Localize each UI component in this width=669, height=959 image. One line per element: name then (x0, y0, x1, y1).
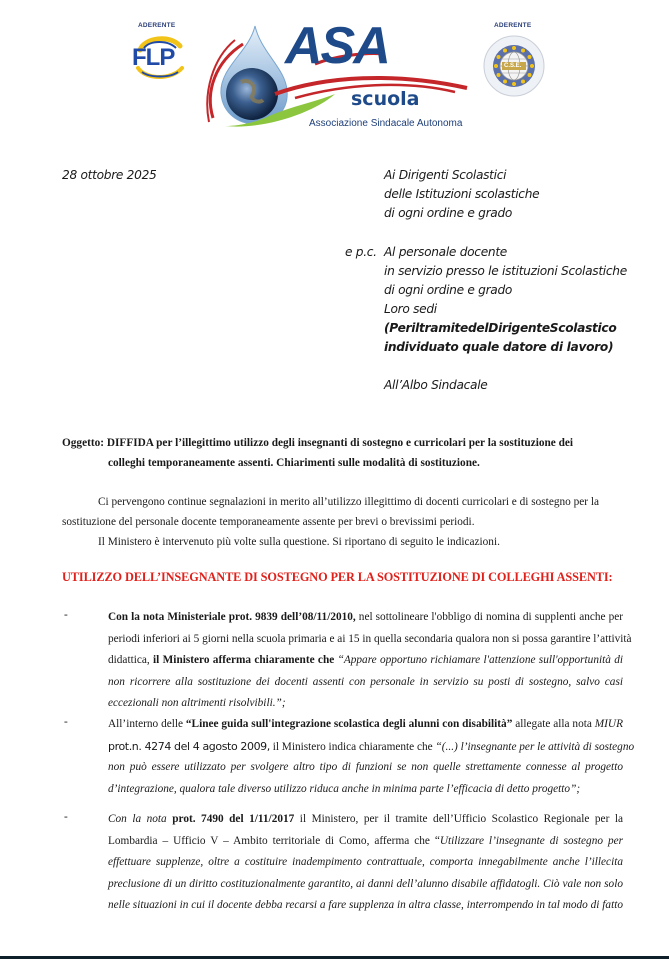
intro-line (62, 532, 622, 552)
bold-text: Con la nota Ministeriale prot. 9839 dell’08/11/2010, (108, 611, 356, 623)
recipient-line: delle Istituzioni scolastiche (384, 187, 540, 201)
letter-date: 28 ottobre 2025 (62, 168, 157, 182)
cc-recipient-line: Loro sedi (384, 302, 437, 316)
bullet-line (108, 736, 635, 758)
text: il Ministero, per il tramite dell’Ufficio Scolastico Regionale per la (294, 813, 623, 825)
cc-label: e p.c. (345, 245, 377, 259)
bullet-line: effettuare supplenze, oltre a costituire inadempimento contrattuale, comporta innegabilmente anche l’illecita (108, 856, 623, 868)
bold-text: “Linee guida sull'integrazione scolastica degli alunni con disabilità” (185, 718, 513, 730)
asa-logo-title: ASA (285, 17, 389, 75)
text: il Ministero indica chiaramente che (269, 740, 436, 753)
subject-label: Oggetto: (62, 437, 105, 449)
bullet-line: non ricorrere alla sostituzione dei docenti assenti con personale in servizio su posti di sostegno, salvo casi (108, 675, 623, 688)
flp-logo (128, 22, 188, 86)
bullet-line (108, 650, 623, 672)
cse-aderente-label: ADERENTE (494, 22, 532, 29)
cc-recipients (384, 243, 627, 357)
section-heading: UTILIZZO DELL’INSEGNANTE DI SOSTEGNO PER LA SOSTITUZIONE DI COLLEGHI ASSENTI: (62, 570, 613, 584)
bullet-line: preclusione di un diritto costituzionalmente garantito, ai danni dell’alunno disabile affidatogli. Ciò vale non solo (108, 877, 623, 890)
italic-text: MIUR (594, 718, 623, 730)
subject-line: colleghi temporaneamente assenti. Chiarimenti sulle modalità di sostituzione. (108, 457, 480, 469)
albo-sindacale: All’Albo Sindacale (384, 378, 488, 392)
primary-recipients (384, 166, 539, 223)
recipient-line: Ai Dirigenti Scolastici (384, 168, 507, 182)
bold-text: prot. 7490 del 1/11/2017 (166, 813, 295, 825)
bullet-line: d’integrazione, qualora tale diverso utilizzo riduca anche in minima parte l’efficacia di detto progetto”; (108, 782, 581, 795)
subject-line: DIFFIDA per l’illegittimo utilizzo degli insegnanti di sostegno e curricolari per la sostituzione dei (106, 437, 574, 449)
bullet-line: non può essere utilizzato per svolgere altro tipo di funzioni se non quelle strettamente connesse al progetto (108, 761, 623, 773)
bullet-dash: - (64, 609, 68, 621)
intro-paragraph (62, 492, 622, 552)
bullet-line (108, 607, 623, 629)
text: All’interno delle (108, 718, 186, 730)
text: prot.n. 4274 del 4 agosto 2009, (108, 739, 270, 753)
bullet-item (108, 607, 632, 715)
word: Dirigente (488, 321, 550, 335)
word: tramite (419, 321, 468, 335)
intro-line (62, 492, 622, 512)
word: Scolastico (549, 321, 617, 335)
quote-text: “(...) l’insegnante per le attività di sostegno (435, 740, 635, 753)
asa-logo-tagline: Associazione Sindacale Autonoma (309, 118, 463, 129)
text: nel sottolineare l'obbligo di nomina di supplenti anche per (355, 611, 623, 623)
intro-text: Il Ministero è intervenuto più volte sulla questione. Si riportano di seguito le indicazioni. (98, 536, 500, 548)
bullet-dash: - (64, 716, 68, 728)
recipient-line: di ogni ordine e grado (384, 206, 513, 220)
cse-logo-text: C.S.E. (504, 63, 522, 69)
word: (Per (384, 321, 412, 335)
text: Lombardia – Ufficio V – Ambito territoriale di Como, afferma che “ (108, 834, 440, 847)
asa-logo-subtitle: scuola (351, 88, 420, 110)
bullet-dash: - (64, 811, 68, 823)
bullet-line (108, 809, 623, 831)
quote-text: Utilizzare l’insegnante di sostegno per (439, 834, 624, 847)
word: del (467, 321, 489, 335)
asa-scuola-logo (205, 17, 475, 134)
text: allegate alla nota (512, 718, 595, 730)
bullet-line: eccezionali non altrimenti risolvibili.”; (108, 697, 286, 709)
cc-recipient-line: di ogni ordine e grado (384, 283, 513, 297)
bullet-item (108, 809, 623, 917)
cse-logo (474, 22, 554, 102)
italic-text: Con la nota (108, 813, 167, 825)
cc-recipient-line: Al personale docente (384, 245, 507, 259)
bullet-item (108, 714, 635, 800)
bullet-line: nelle situazioni in cui il docente debba recarsi a fare supplenza in altra classe, interrompendo in tal modo di fatto (108, 899, 623, 911)
subject-block (62, 433, 622, 473)
text: didattica, (108, 654, 154, 666)
word: il (411, 321, 420, 335)
intro-line: sostituzione del personale docente temporaneamente assente per brevi o brevissimi periodi. (62, 516, 475, 528)
intro-text: Ci pervengono continue segnalazioni in merito all’utilizzo illegittimo di docenti curricolari e di sostegno per la (98, 496, 600, 508)
flp-aderente-label: ADERENTE (138, 22, 176, 29)
bold-text: il Ministero afferma chiaramente che (153, 654, 335, 666)
flp-logo-text: FLP (132, 44, 175, 71)
cc-recipient-note-line: individuato quale datore di lavoro) (384, 340, 614, 354)
bullet-line: periodi inferiori ai 5 giorni nella scuola primaria e ai 15 in quella secondaria qualora non si possa garantire l’attività (108, 632, 632, 645)
quote-text: “Appare opportuno richiamare l'attenzione sull'opportunità di (334, 654, 623, 666)
cc-recipient-note-line (384, 319, 617, 338)
letterhead (0, 0, 669, 140)
cc-recipient-line: in servizio presso le istituzioni Scolastiche (384, 264, 627, 278)
bullet-line (108, 831, 623, 853)
bullet-line (108, 714, 623, 736)
